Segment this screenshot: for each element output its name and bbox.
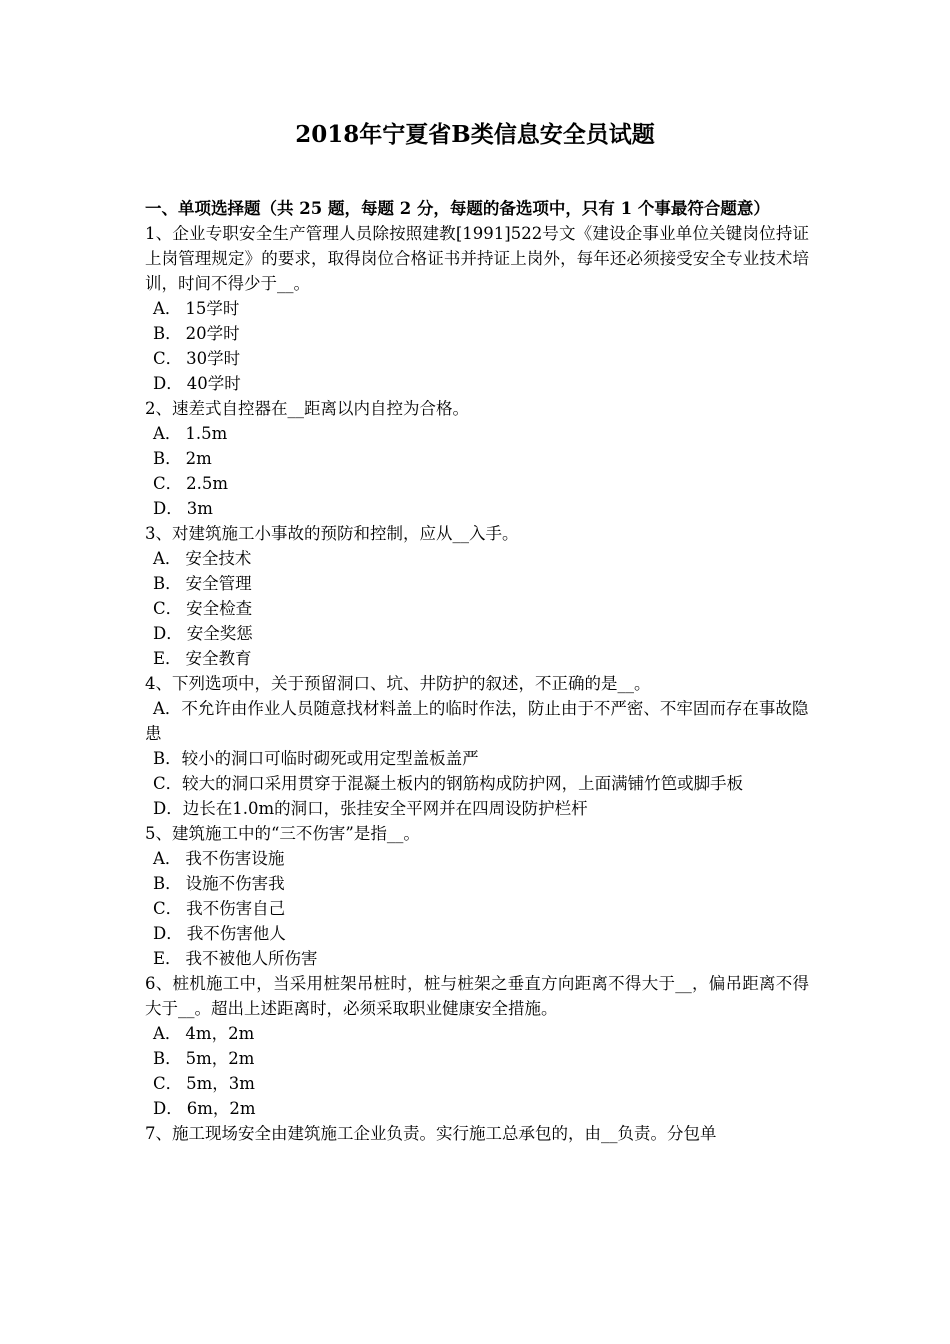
option-text: 我不伤害设施: [185, 849, 285, 868]
option-text: 较小的洞口可临时砌死或用定型盖板盖严: [181, 749, 479, 768]
option: [145, 771, 809, 796]
option: [145, 346, 809, 371]
option-label: D．: [153, 924, 183, 943]
option: [145, 746, 809, 771]
option-label: B．: [153, 1049, 182, 1068]
option: [145, 296, 809, 321]
option-label: C．: [153, 899, 183, 918]
question-stem: 5、建筑施工中的“三不伤害”是指__。: [145, 824, 420, 843]
document-title: 2018年宁夏省B类信息安全员试题: [295, 121, 655, 148]
option-label: C．: [153, 774, 183, 793]
option-text: 2m: [185, 449, 212, 468]
option-label: B．: [153, 874, 182, 893]
question-stem: 4、下列选项中，关于预留洞口、坑、井防护的叙述，不正确的是__。: [145, 674, 651, 693]
option: [145, 421, 809, 446]
option-label: A．: [153, 849, 182, 868]
option: [145, 871, 809, 896]
option-label: B．: [153, 324, 182, 343]
option-label: A．: [153, 424, 182, 443]
option-text: 3m: [186, 499, 213, 518]
option: [145, 1046, 809, 1071]
option-text: 较大的洞口采用贯穿于混凝土板内的钢筋构成防护网，上面满铺竹笆或脚手板: [182, 774, 744, 793]
option-label: A．: [153, 299, 182, 318]
option-label: D．: [153, 374, 183, 393]
option: [145, 921, 809, 946]
option-label: B．: [153, 574, 182, 593]
option-label: D．: [153, 799, 183, 818]
question-stem: 3、对建筑施工小事故的预防和控制，应从__入手。: [145, 524, 519, 543]
option-label: A．: [153, 699, 182, 718]
option: [145, 1021, 809, 1046]
option-text: 30学时: [186, 349, 241, 368]
option: [145, 621, 809, 646]
option: [145, 1096, 809, 1121]
option-label: E．: [153, 649, 182, 668]
option-label: A．: [153, 1024, 182, 1043]
option: [145, 1071, 809, 1096]
option-text: 2.5m: [186, 474, 229, 493]
option: [145, 471, 809, 496]
option: [145, 496, 809, 521]
option: [145, 796, 809, 821]
option-text: 不允许由作业人员随意找材料盖上的临时作法，防止由于不严密、不牢固而存在事故隐患: [145, 699, 809, 743]
section-heading: 一、单项选择题（共 25 题，每题 2 分，每题的备选项中，只有 1 个事最符合题意）: [145, 199, 770, 218]
option-label: C．: [153, 1074, 183, 1093]
option-text: 边长在1.0m的洞口，张挂安全平网并在四周设防护栏杆: [182, 799, 588, 818]
option-text: 我不伤害自己: [186, 899, 286, 918]
option-label: D．: [153, 624, 183, 643]
option-text: 1.5m: [185, 424, 228, 443]
option-text: 设施不伤害我: [185, 874, 285, 893]
option-text: 5m，2m: [185, 1049, 255, 1068]
option: [145, 546, 809, 571]
option: [145, 446, 809, 471]
option-text: 安全奖惩: [186, 624, 253, 643]
option: [145, 571, 809, 596]
option-label: C．: [153, 474, 183, 493]
option-label: C．: [153, 599, 183, 618]
option-label: B．: [153, 449, 182, 468]
option: [145, 846, 809, 871]
option-text: 6m，2m: [186, 1099, 256, 1118]
option-label: A．: [153, 549, 182, 568]
option-text: 我不被他人所伤害: [185, 949, 318, 968]
option-text: 20学时: [185, 324, 240, 343]
option-text: 安全管理: [185, 574, 252, 593]
option-text: 我不伤害他人: [186, 924, 286, 943]
option-text: 安全技术: [185, 549, 252, 568]
option-text: 安全检查: [186, 599, 253, 618]
option: [145, 896, 809, 921]
option: [145, 321, 809, 346]
option: [145, 946, 809, 971]
option-text: 40学时: [186, 374, 241, 393]
option-label: D．: [153, 499, 183, 518]
option-label: E．: [153, 949, 182, 968]
option: [145, 646, 809, 671]
option: [145, 696, 809, 746]
question-stem: 6、桩机施工中，当采用桩架吊桩时，桩与桩架之垂直方向距离不得大于__，偏吊距离不得大于__。超出上述距离时，必须采取职业健康安全措施。: [145, 974, 809, 1018]
option-text: 5m，3m: [186, 1074, 255, 1093]
option-text: 4m，2m: [185, 1024, 255, 1043]
option-label: D．: [153, 1099, 183, 1118]
option-label: C．: [153, 349, 183, 368]
option: [145, 596, 809, 621]
option-text: 安全教育: [185, 649, 252, 668]
document-body: [145, 196, 809, 1146]
option-text: 15学时: [185, 299, 240, 318]
option-label: B．: [153, 749, 182, 768]
question-stem: 2、速差式自控器在__距离以内自控为合格。: [145, 399, 469, 418]
option: [145, 371, 809, 396]
question-stem: 7、施工现场安全由建筑施工企业负责。实行施工总承包的，由__负责。分包单: [145, 1124, 717, 1143]
question-stem: 1、企业专职安全生产管理人员除按照建教[1991]522号文《建设企事业单位关键岗位持证上岗管理规定》的要求，取得岗位合格证书并持证上岗外，每年还必须接受安全专业技术培训，时间不得少于__。: [145, 224, 809, 293]
